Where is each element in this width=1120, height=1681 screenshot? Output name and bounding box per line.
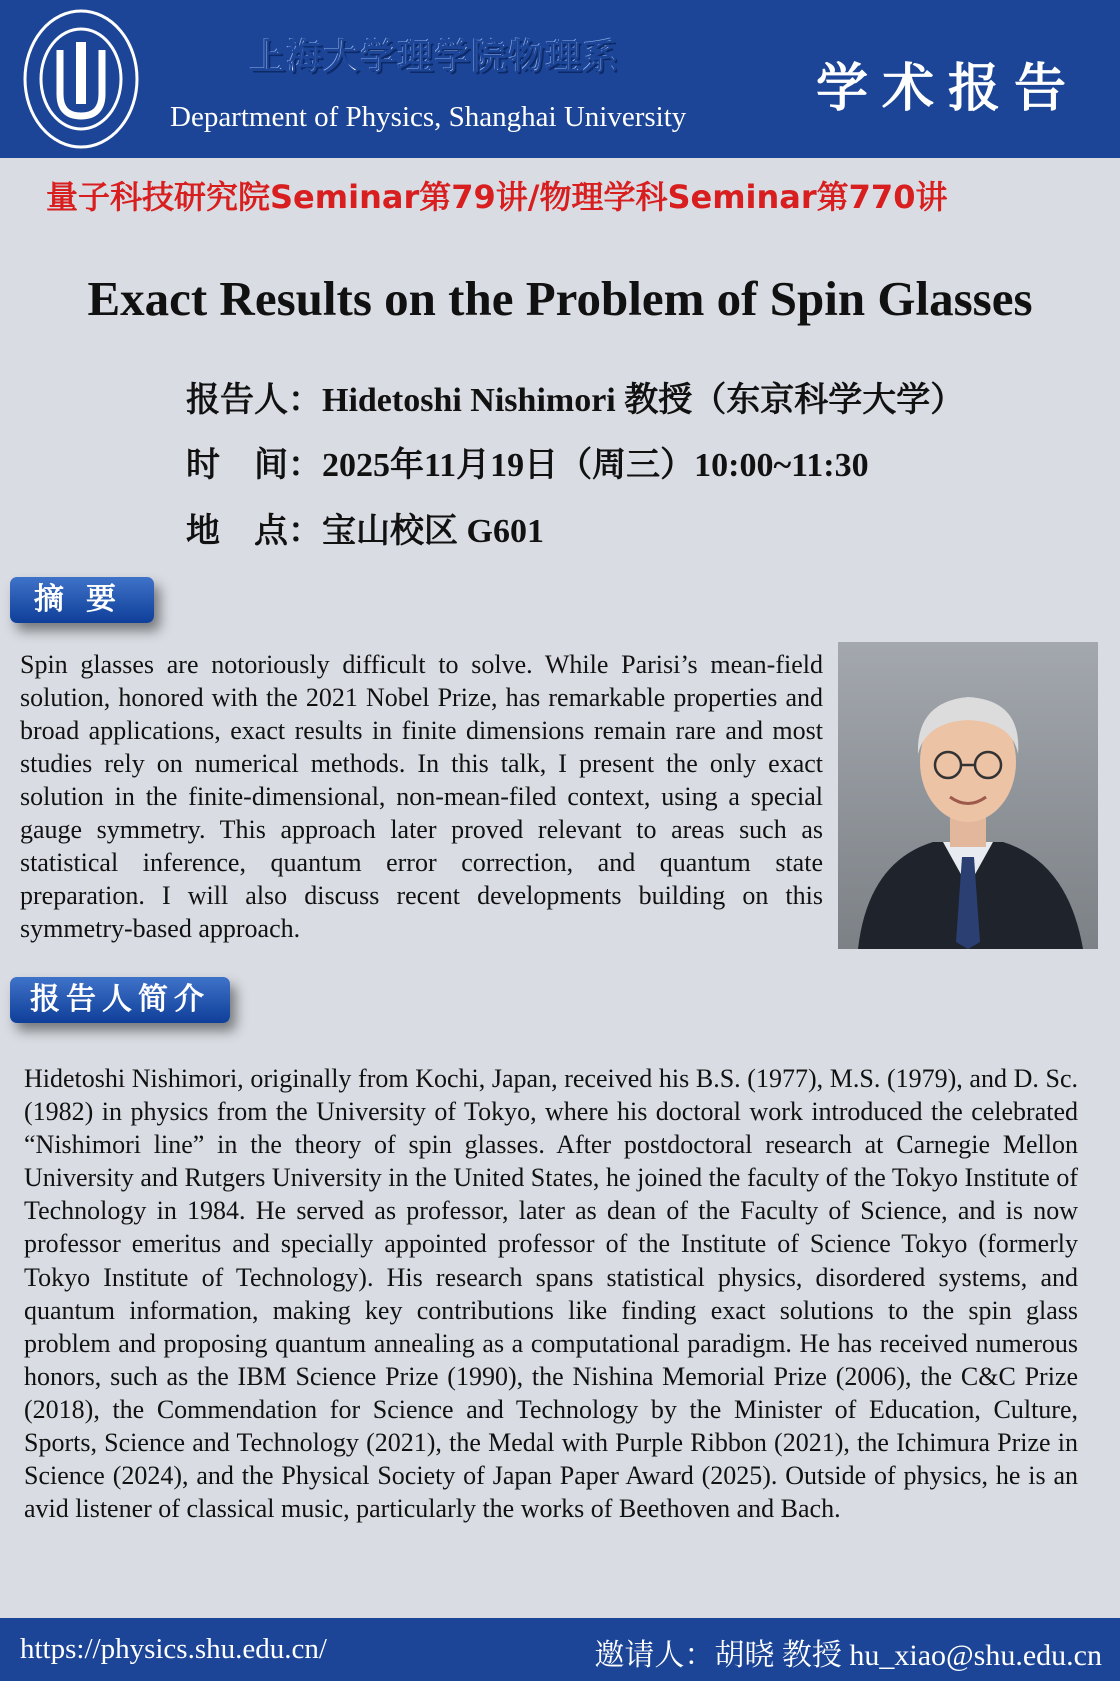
speaker-value: Hidetoshi Nishimori 教授（东京科学大学） (322, 382, 965, 419)
abstract-text: Spin glasses are notoriously difficult to solve. While Parisi’s mean-field solution, honored with the 2021 Nobel Prize, has remarkable properties and broad applications, exact results in finite dimensions remain rare and most studies rely on numerical methods. In this talk, I present the only exact solution in the finite-dimensional, non-mean-filed context, using a special gauge symmetry. This approach later proved relevant to areas such as statistical inference, quantum error correction, and quantum state preparation. I will also discuss recent developments building on this symmetry-based approach. (20, 650, 823, 943)
department-name-english: Department of Physics, Shanghai University (170, 101, 687, 133)
place-value: 宝山校区 G601 (322, 513, 544, 550)
place-row (186, 503, 544, 552)
abstract-section-tab: 摘要 (10, 577, 154, 623)
header-banner (0, 0, 1120, 158)
academic-report-label: 学术报告 (815, 58, 1080, 119)
host-value: 胡晓 教授 hu_xiao@shu.edu.cn (714, 1639, 1102, 1672)
footer-banner (0, 1618, 1120, 1681)
host-label: 邀请人： (594, 1638, 715, 1673)
speaker-row (186, 372, 964, 421)
department-url-link[interactable]: https://physics.shu.edu.cn/ (20, 1633, 327, 1665)
seminar-number: 量子科技研究院Seminar第79讲/物理学科Seminar第770讲 (46, 178, 948, 216)
place-label: 地 点： (186, 511, 322, 551)
speaker-photo (838, 642, 1098, 949)
shanghai-university-logo (22, 8, 140, 150)
time-row (186, 437, 869, 486)
speaker-bio-section-tab: 报告人简介 (10, 977, 230, 1023)
host-info (594, 1630, 1102, 1674)
time-value: 2025年11月19日（周三）10:00~11:30 (322, 447, 869, 484)
department-name-chinese: 上海大学理学院物理系 (250, 38, 621, 78)
speaker-label: 报告人： (186, 380, 322, 420)
talk-title: Exact Results on the Problem of Spin Glasses (87, 271, 1033, 326)
time-label: 时 间： (186, 445, 322, 485)
speaker-bio-text: Hidetoshi Nishimori, originally from Kochi, Japan, received his B.S. (1977), M.S. (1979), and D. Sc. (1982) in physics from the University of Tokyo, where his doctoral work introduced the celebrated “Nishimori line” in the theory of spin glasses. After postdoctoral research at Carnegie Mellon University and Rutgers University in the United States, he joined the faculty of the Tokyo Institute of Technology in 1984. He served as professor, later as dean of the Faculty of Science, and is now professor emeritus and specially appointed professor of the Institute of Science Tokyo (formerly Tokyo Institute of Technology). His research spans statistical physics, disordered systems, and quantum information, making key contributions like finding exact solutions to the spin glass problem and proposing quantum annealing as a computational paradigm. He has received numerous honors, such as the IBM Science Prize (1990), the Nishina Memorial Prize (2006), the C&C Prize (2018), the Commendation for Science and Technology by the Minister of Education, Culture, Sports, Science and Technology (2021), the Medal with Purple Ribbon (2021), the Ichimura Prize in Science (2024), and the Physical Society of Japan Paper Award (2025). Outside of physics, he is an avid listener of classical music, particularly the works of Beethoven and Bach. (24, 1064, 1078, 1524)
